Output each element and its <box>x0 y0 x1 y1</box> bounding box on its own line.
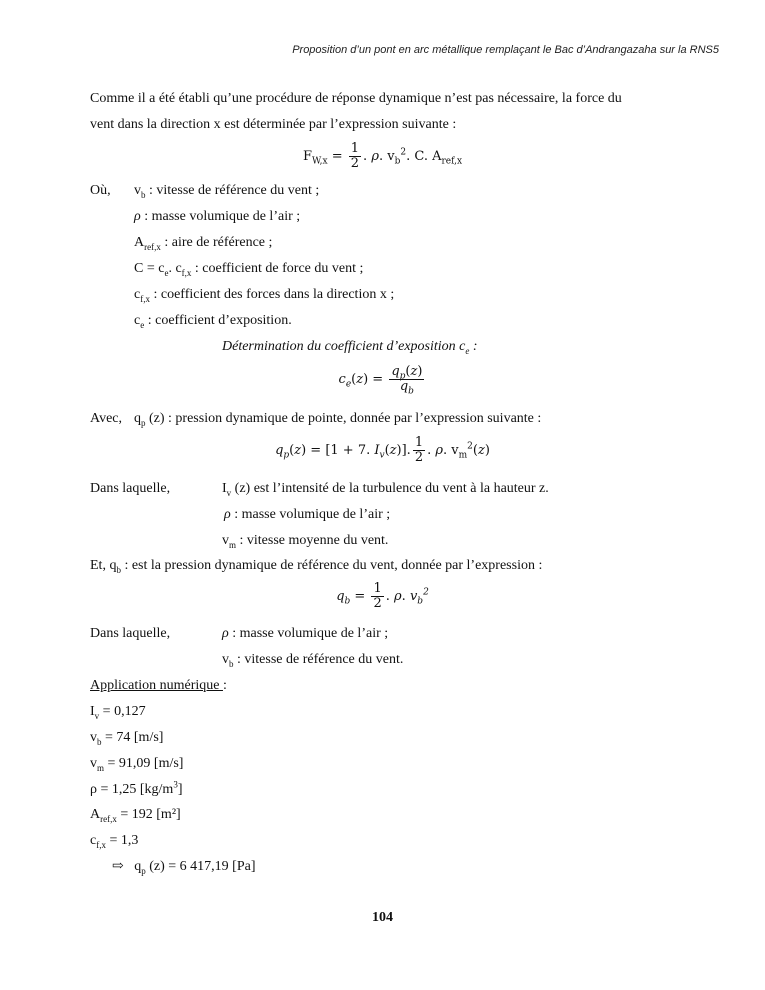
dans-laquelle-label-2: Dans laquelle, <box>90 626 171 641</box>
def-c: $C = c_e$. $c_{f,x}$ : coefficient de force du vent ; <box>134 261 364 278</box>
arrow-icon: ⇨ <box>112 859 124 874</box>
intro-line-2: vent dans la direction x est déterminée par l’expression suivante : <box>90 117 457 132</box>
def-cfx: $c_{f,x}$ : coefficient des forces dans la direction x ; <box>134 287 395 304</box>
def-ce: $c_e$ : coefficient d’exposition. <box>134 313 292 330</box>
def-vb-2: $v_b$ : vitesse de référence du vent. <box>222 652 404 669</box>
exposure-coefficient-heading: Détermination du coefficient d’exposition $c_e$ : <box>222 339 478 356</box>
formula-exposure-coefficient: $c_e(z)$ = $\frac{q_p(z)}{q_b}$ <box>338 364 423 397</box>
def-vm: $v_m$ : vitesse moyenne du vent. <box>222 533 389 550</box>
page-number: 104 <box>372 910 393 925</box>
ou-label: Où, <box>90 183 111 198</box>
intro-line-1: Comme il a été établi qu’une procédure de réponse dynamique n’est pas nécessaire, la force du <box>90 91 622 106</box>
def-qb: Et, $q_b$ : est la pression dynamique de référence du vent, donnée par l’expression : <box>90 558 543 575</box>
result-qp: ⇨ $q_p$ (z) = 6 417,19 [Pa] <box>112 859 256 876</box>
dans-laquelle-label: Dans laquelle, <box>90 481 171 496</box>
formula-peak-pressure: $q_p(z) = [1 + 7$. $I_v(z)$]. $\frac{1}{2}$ . ρ. $v_m^2(z)$ <box>275 435 490 465</box>
def-vb: $v_b$ : vitesse de référence du vent ; <box>134 183 320 200</box>
def-iv: $I_v$ (z) est l’intensité de la turbulence du vent à la hauteur z. <box>222 481 549 498</box>
value-vm: $v_m = 91,09$ [m/s] <box>90 756 184 773</box>
def-aref: $A_{ref,x}$ : aire de référence ; <box>134 235 273 252</box>
value-aref: $A_{ref,x} = 192$ [m²] <box>90 807 181 824</box>
value-cfx: $c_{f,x} = 1,3$ <box>90 833 139 850</box>
running-header: Proposition d’un pont en arc métallique remplaçant le Bac d’Andrangazaha sur la RNS5 <box>292 44 719 56</box>
formula-reference-pressure: $q_b$ = $\frac{1}{2}$ . ρ. $v_b^2$ <box>336 581 429 611</box>
avec-label: Avec, <box>90 411 122 426</box>
def-qp: $q_p$ (z) : pression dynamique de pointe, donnée par l’expression suivante : <box>134 411 542 428</box>
value-rho: ρ = 1,25 $[kg/m^3]$ <box>90 779 183 797</box>
def-rho: ρ : masse volumique de l’air ; <box>134 209 301 224</box>
def-rho-2: ρ : masse volumique de l’air ; <box>224 507 391 522</box>
def-rho-3: ρ : masse volumique de l’air ; <box>222 626 389 641</box>
value-vb: $v_b = 74$ [m/s] <box>90 730 164 747</box>
formula-wind-force: $F_{W,x}$ = $\frac{1}{2}$ . ρ. $v_b^2$. C. $A_{ref,x}$ <box>302 141 463 171</box>
numerical-application-heading: Application numérique : <box>90 678 227 693</box>
value-iv: $I_v = 0,127$ <box>90 704 146 721</box>
